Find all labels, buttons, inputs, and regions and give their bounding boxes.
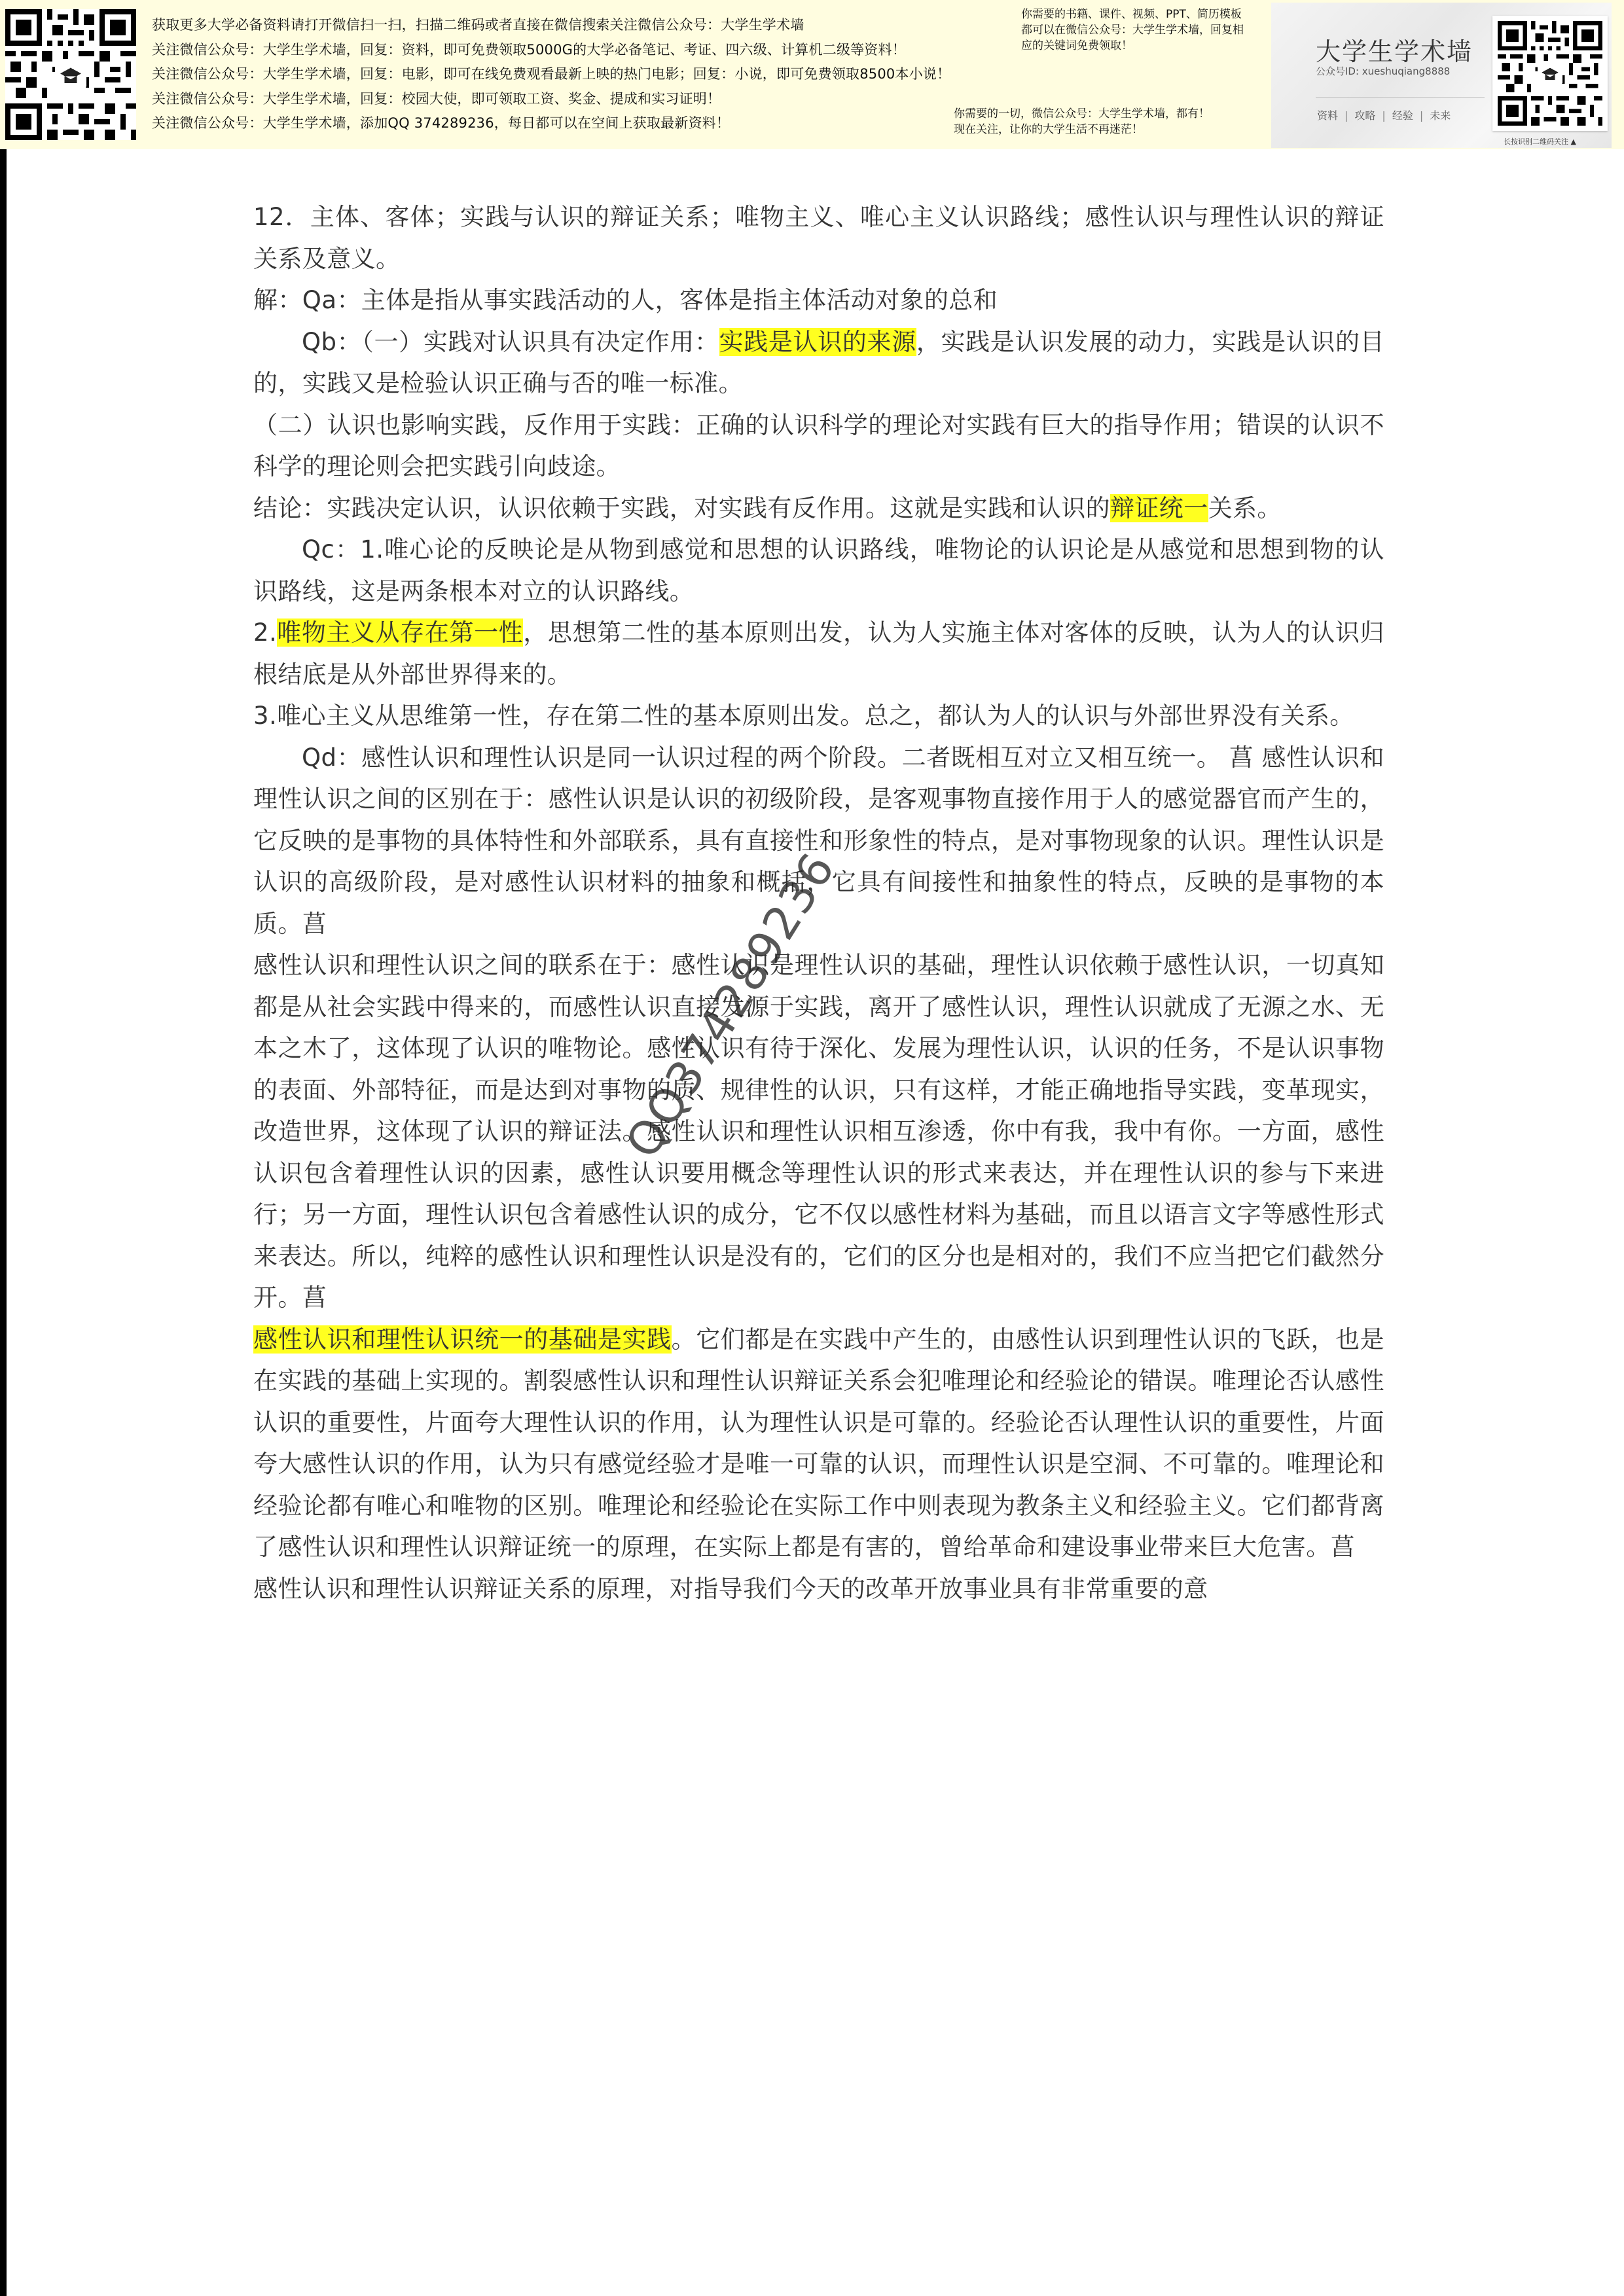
text-span: 结论：实践决定认识，认识依赖于实践，对实践有反作用。这就是实践和认识的 xyxy=(253,493,1110,522)
text-span: 2. xyxy=(253,619,278,647)
highlighted-text: 感性认识和理性认识统一的基础是实践 xyxy=(253,1325,672,1354)
text-span: Qb：（一）实践对认识具有决定作用： xyxy=(302,327,719,356)
qr-code-icon xyxy=(1498,21,1602,126)
qr-code-icon xyxy=(5,9,136,140)
qr-code-left[interactable] xyxy=(5,9,136,140)
banner-line: 关注微信公众号：大学生学术墙，回复：资料，即可免费领取5000G的大学必备笔记、考证、四六级、计算机二级等资料！ xyxy=(152,41,906,58)
banner-line: 关注微信公众号：大学生学术墙，回复：电影，即可在线免费观看最新上映的热门电影；回复：小说，即可免费领取8500本小说！ xyxy=(152,66,951,82)
answer-qc-3: 3.唯心主义从思维第一性，存在第二性的基本原则出发。总之，都认为人的认识与外部世界没有关系。 xyxy=(253,702,1354,730)
qr-code-right[interactable] xyxy=(1492,16,1608,131)
document-body xyxy=(253,196,1384,1609)
qq-watermark: QQ374289236 xyxy=(615,842,846,1168)
banner-side-note-top xyxy=(1021,7,1244,54)
banner-line: 获取更多大学必备资料请打开微信扫一扫，扫描二维码或者直接在微信搜索关注微信公众号：大学生学术墙 xyxy=(152,17,804,33)
highlighted-text: 实践是认识的来源 xyxy=(719,327,916,356)
answer-qa: 解：Qa：主体是指从事实践活动的人，客体是指主体活动对象的总和 xyxy=(253,286,998,314)
answer-qd: Qd：感性认识和理性认识是同一认识过程的两个阶段。二者既相互对立又相互统一。 菖 感性认识和理性认识之间的区别在于：感性认识是认识的初级阶段，是客观事物直接作用于人的感觉器官而产生的，它反映的是事物的具体特性和外部联系，具有直接性和形象性的特点，是对事物现象的认识。理性认识是认识的高级阶段，是对感性认识材料的抽象和概括，它具有间接性和抽象性的特点，反映的是事物的本质。菖 xyxy=(253,743,1384,938)
separator: | xyxy=(1419,109,1424,122)
banner-side-note-bottom xyxy=(954,106,1210,137)
promo-banner xyxy=(0,0,1624,149)
side-note-line: 你需要的一切，微信公众号：大学生学术墙，都有！ xyxy=(954,107,1210,120)
left-page-edge xyxy=(0,149,7,2296)
card-links xyxy=(1317,107,1451,122)
account-id: 公众号ID: xueshuqiang8888 xyxy=(1316,65,1451,77)
card-link-future: 未来 xyxy=(1430,109,1451,122)
side-note-line: 现在关注，让你的大学生活不再迷茫！ xyxy=(954,123,1143,136)
separator: | xyxy=(1344,109,1348,122)
qr-caption: 长按识别二维码关注 ▲ xyxy=(1504,137,1576,146)
text-span: ，实践是认识发展的动力，实践是认识的目的，实践又是检验认识正确与否的唯一标准。 xyxy=(253,327,1384,397)
answer-qc-2 xyxy=(253,612,1384,695)
side-note-line: 你需要的书籍、课件、视频、PPT、简历模板 xyxy=(1021,8,1242,21)
banner-promo-lines xyxy=(152,13,1022,136)
banner-line: 关注微信公众号：大学生学术墙，回复：校园大使，即可领取工资、奖金、提成和实习证明！ xyxy=(152,90,721,107)
highlighted-text: 唯物主义从存在第一性 xyxy=(277,619,524,647)
side-note-line: 都可以在微信公众号：大学生学术墙，回复相 xyxy=(1021,24,1244,37)
side-note-line: 应的关键词免费领取！ xyxy=(1021,39,1132,52)
card-link-experience: 经验 xyxy=(1392,109,1413,122)
question-title: 12．主体、客体；实践与认识的辩证关系；唯物主义、唯心主义认识路线；感性认识与理性认识的辩证关系及意义。 xyxy=(253,203,1384,273)
paragraph-connection: 感性认识和理性认识之间的联系在于：感性认识是理性认识的基础，理性认识依赖于感性认识，一切真知都是从社会实践中得来的，而感性认识直接发源于实践，离开了感性认识，理性认识就成了无源之水、无本之木了，这体现了认识的唯物论。感性认识有待于深化、发展为理性认识，认识的任务，不是认识事物的表面、外部特征，而是达到对事物的质、规律性的认识，只有这样，才能正确地指导实践，变革现实，改造世界，这体现了认识的辩证法。感性认识和理性认识相互渗透，你中有我，我中有你。一方面，感性认识包含着理性认识的因素，感性认识要用概念等理性认识的形式来表达，并在理性认识的参与下来进行；另一方面，理性认识包含着感性认识的成分，它不仅以感性材料为基础，而且以语言文字等感性形式来表达。所以，纯粹的感性认识和理性认识是没有的，它们的区分也是相对的，我们不应当把它们截然分开。菖 xyxy=(253,951,1384,1312)
card-link-guides: 攻略 xyxy=(1354,109,1376,122)
text-span: ，思想第二性的基本原则出发，认为人实施主体对客体的反映，认为人的认识归根结底是从外部世界得来的。 xyxy=(253,619,1385,689)
wechat-account-card xyxy=(1271,3,1612,148)
paragraph-practice-basis xyxy=(253,1319,1384,1568)
divider xyxy=(1316,97,1485,98)
answer-qc-1: Qc：1.唯心论的反映论是从物到感觉和思想的认识路线，唯物论的认识论是从感觉和思想到物的认识路线，这是两条根本对立的认识路线。 xyxy=(253,535,1384,605)
conclusion xyxy=(253,488,1384,529)
text-span: 。它们都是在实践中产生的，由感性认识到理性认识的飞跃，也是在实践的基础上实现的。割裂感性认识和理性认识辩证关系会犯唯理论和经验论的错误。唯理论否认感性认识的重要性，片面夸大理性认识的作用，认为理性认识是可靠的。经验论否认理性认识的重要性，片面夸大感性认识的作用，认为只有感觉经验才是唯一可靠的认识，而理性认识是空洞、不可靠的。唯理论和经验论都有唯心和唯物的区别。唯理论和经验论在实际工作中则表现为教条主义和经验主义。它们都背离了感性认识和理性认识辩证统一的原理，在实际上都是有害的，曾给革命和建设事业带来巨大危害。菖 xyxy=(253,1325,1384,1561)
paragraph-significance: 感性认识和理性认识辩证关系的原理，对指导我们今天的改革开放事业具有非常重要的意 xyxy=(253,1574,1208,1603)
card-link-materials: 资料 xyxy=(1317,109,1339,122)
highlighted-text: 辩证统一 xyxy=(1110,493,1208,522)
answer-qb xyxy=(253,321,1384,404)
banner-line: 关注微信公众号：大学生学术墙，添加QQ 374289236，每日都可以在空间上获取最新资料！ xyxy=(152,115,731,131)
answer-qb-part2: （二）认识也影响实践，反作用于实践：正确的认识科学的理论对实践有巨大的指导作用；错误的认识不科学的理论则会把实践引向歧途。 xyxy=(253,410,1384,480)
separator: | xyxy=(1382,109,1386,122)
account-name: 大学生学术墙 xyxy=(1316,37,1473,66)
text-span: 关系。 xyxy=(1208,493,1282,522)
